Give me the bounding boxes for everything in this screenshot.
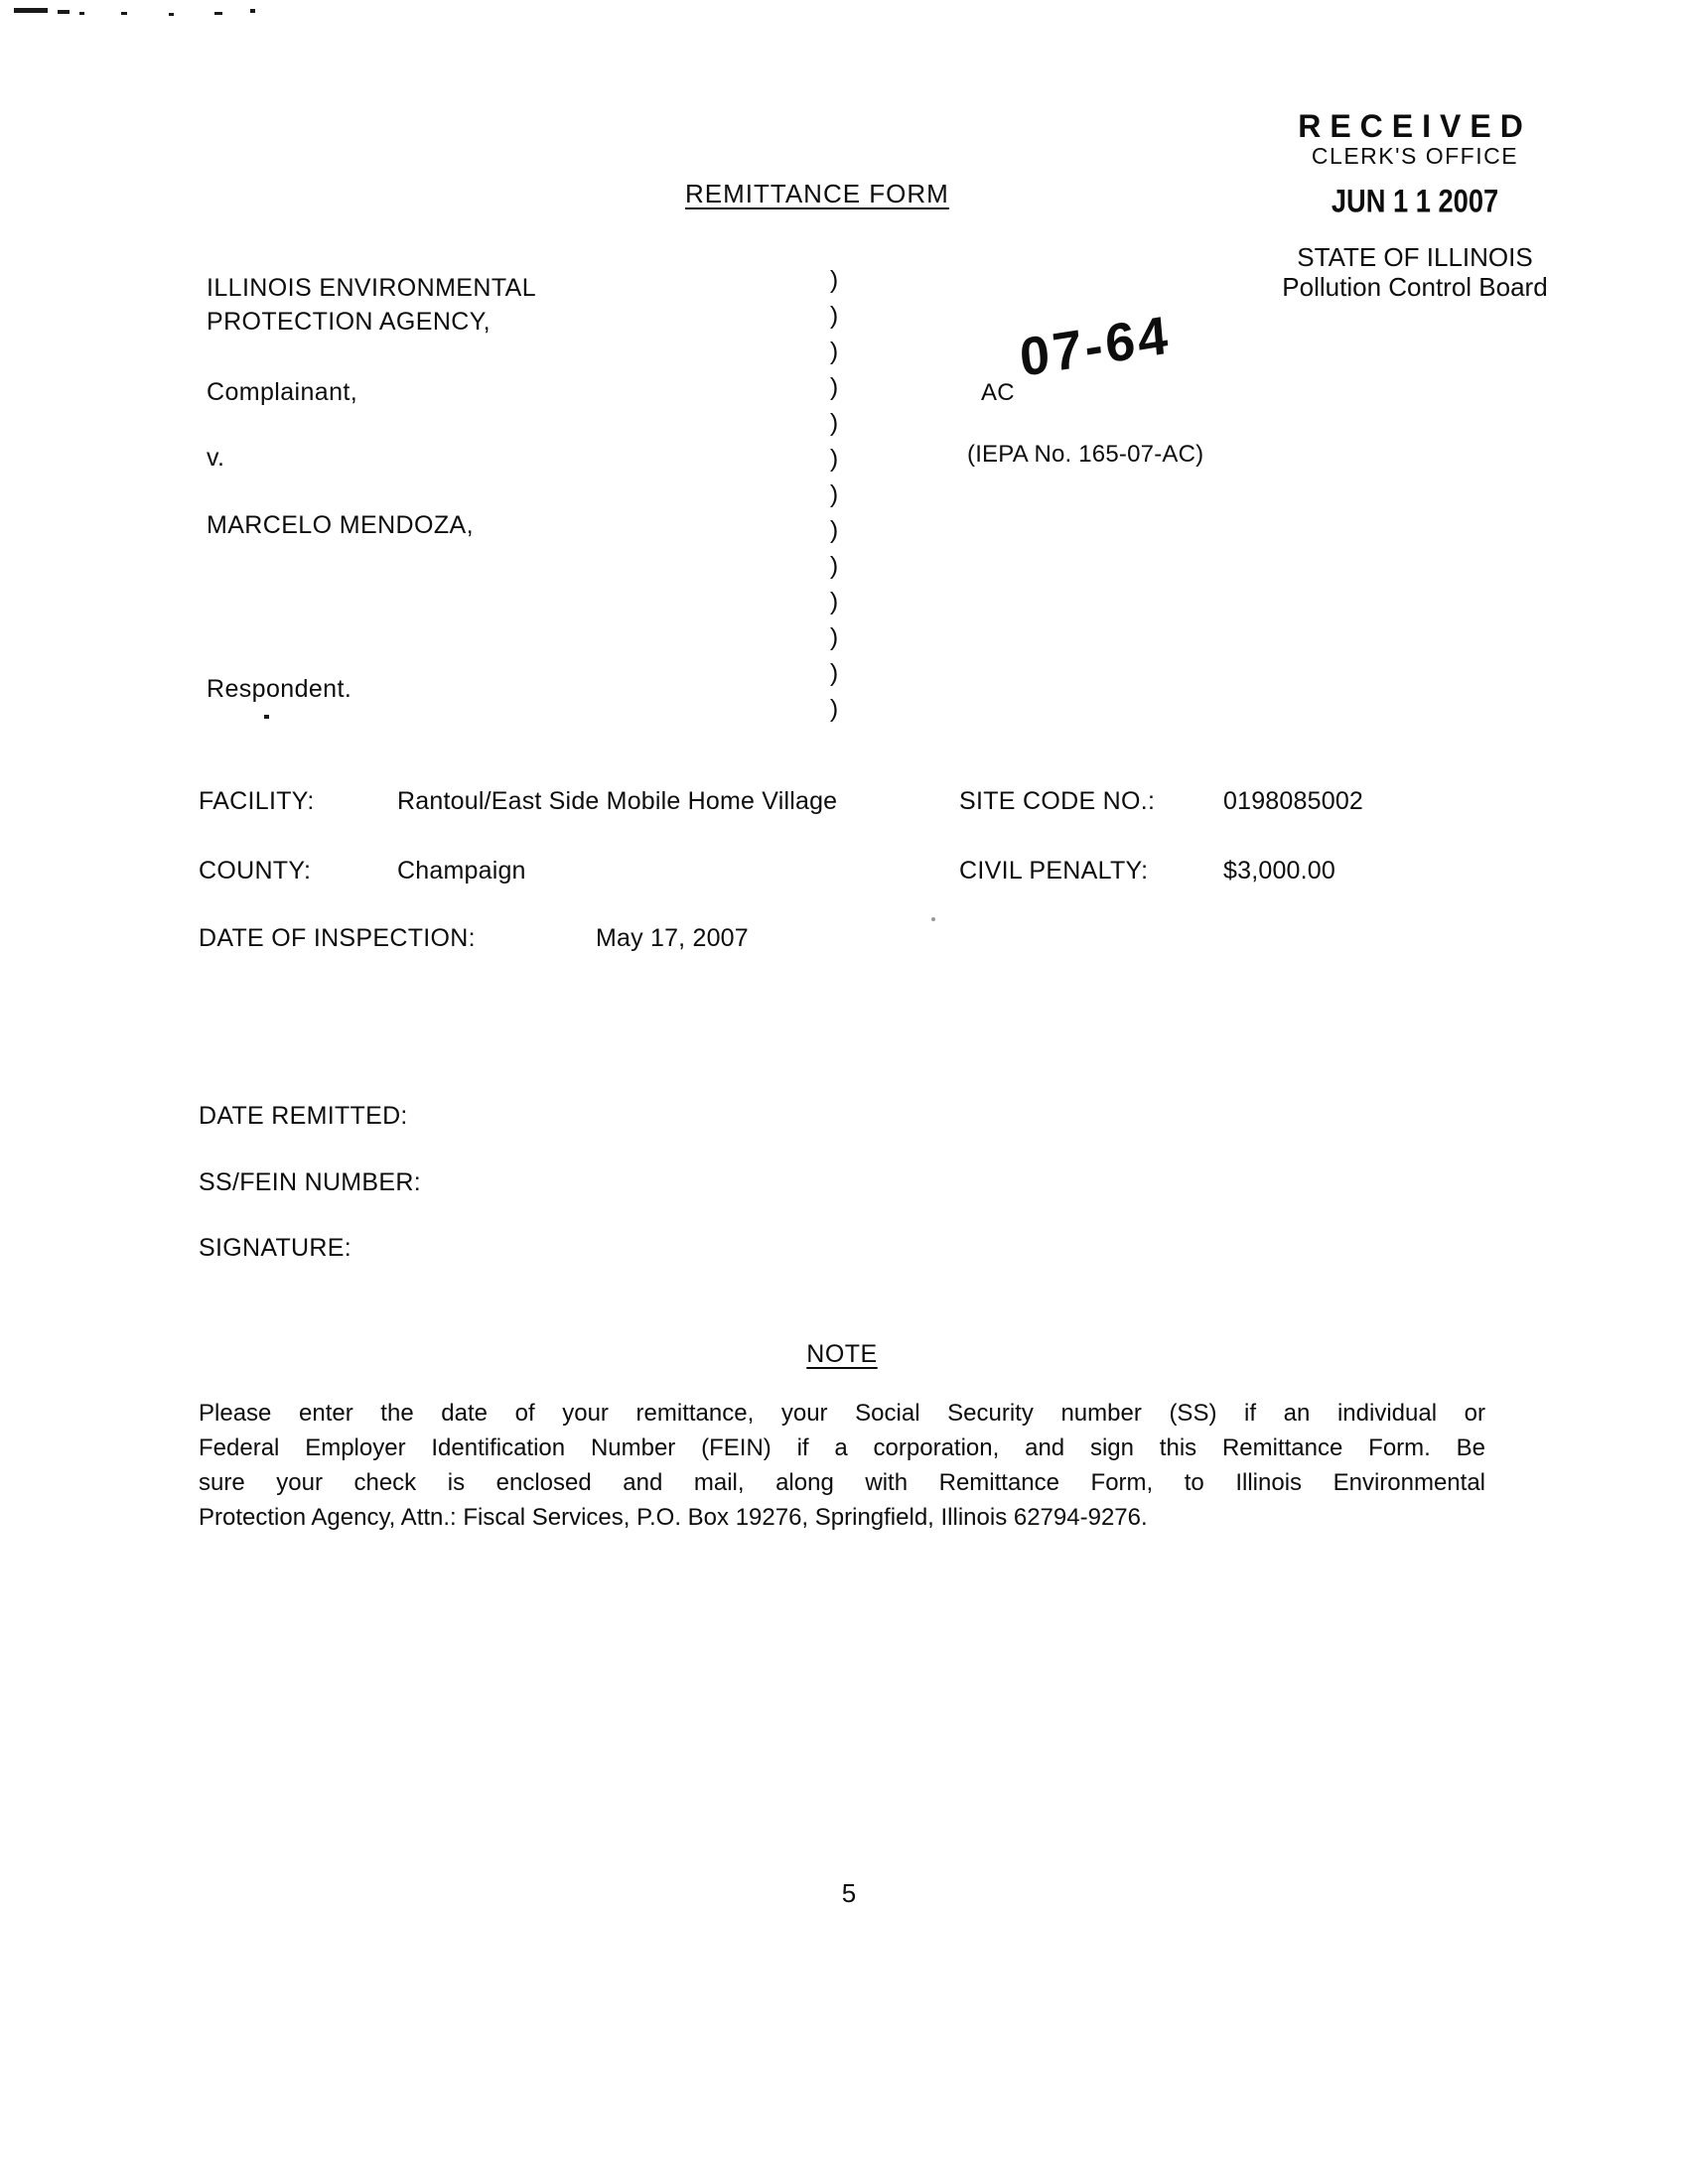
scan-artifact [169, 13, 174, 16]
scan-artifact [214, 12, 222, 15]
site-code-value: 0198085002 [1223, 787, 1364, 815]
respondent-role: Respondent. [207, 675, 352, 703]
caption-paren: ) [829, 588, 839, 615]
civil-penalty-label: CIVIL PENALTY: [959, 857, 1149, 885]
caption-paren: ) [829, 516, 839, 544]
ac-docket-label: AC [981, 379, 1015, 406]
stamp-state-text: STATE OF ILLINOIS [1297, 242, 1533, 272]
caption-paren: ) [829, 302, 839, 330]
scan-artifact [79, 12, 84, 15]
stamp-board-text: Pollution Control Board [1282, 272, 1548, 302]
caption-paren: ) [829, 552, 839, 580]
note-paragraph-line: Federal Employer Identification Number (FEIN) if a corporation, and sign this Remittance Form. Be [199, 1434, 1485, 1461]
received-stamp [1241, 109, 1589, 302]
county-label: COUNTY: [199, 857, 312, 885]
note-heading: NOTE [806, 1340, 878, 1368]
page-title: REMITTANCE FORM [685, 179, 949, 208]
caption-paren: ) [829, 409, 839, 437]
stamp-date-text: JUN 1 1 2007 [1331, 183, 1499, 219]
scan-artifact [250, 9, 255, 13]
handwritten-ac-number: 07-64 [1017, 305, 1174, 389]
respondent-name: MARCELO MENDOZA, [207, 511, 474, 539]
caption-paren: ) [829, 445, 839, 473]
county-value: Champaign [397, 857, 526, 885]
scan-artifact [121, 12, 127, 15]
inspection-date-value: May 17, 2007 [596, 924, 749, 952]
facility-label: FACILITY: [199, 787, 315, 815]
page-number: 5 [841, 1878, 857, 1908]
iepa-number: (IEPA No. 165-07-AC) [967, 441, 1204, 468]
caption-paren: ) [829, 659, 839, 687]
complainant-name-line1: ILLINOIS ENVIRONMENTAL [207, 274, 537, 302]
caption-parentheses-column [822, 262, 846, 727]
note-paragraph-line: Protection Agency, Attn.: Fiscal Services, P.O. Box 19276, Springfield, Illinois 62794-9276. [199, 1504, 1148, 1531]
site-code-label: SITE CODE NO.: [959, 787, 1156, 815]
date-remitted-label: DATE REMITTED: [199, 1102, 408, 1130]
scan-artifact [14, 8, 48, 13]
caption-paren: ) [829, 338, 839, 365]
caption-paren: ) [829, 373, 839, 401]
complainant-role: Complainant, [207, 378, 358, 406]
ss-fein-number-label: SS/FEIN NUMBER: [199, 1168, 421, 1196]
note-paragraph-line: sure your check is enclosed and mail, along with Remittance Form, to Illinois Environmental [199, 1469, 1485, 1496]
caption-paren: ) [829, 695, 839, 723]
civil-penalty-value: $3,000.00 [1223, 857, 1336, 885]
caption-paren: ) [829, 266, 839, 294]
complainant-name-line2: PROTECTION AGENCY, [207, 308, 491, 336]
note-paragraph-line: Please enter the date of your remittance, your Social Security number (SS) if an individual or [199, 1400, 1485, 1427]
stamp-received-text: RECEIVED [1298, 108, 1532, 144]
caption-paren: ) [829, 623, 839, 651]
scan-artifact [58, 10, 70, 14]
stamp-clerks-office-text: CLERK'S OFFICE [1311, 143, 1519, 169]
scan-artifact [931, 917, 935, 921]
signature-label: SIGNATURE: [199, 1234, 351, 1262]
facility-value: Rantoul/East Side Mobile Home Village [397, 787, 838, 815]
caption-paren: ) [829, 480, 839, 508]
scan-artifact [264, 715, 269, 719]
versus-label: v. [207, 444, 225, 472]
inspection-date-label: DATE OF INSPECTION: [199, 924, 476, 952]
